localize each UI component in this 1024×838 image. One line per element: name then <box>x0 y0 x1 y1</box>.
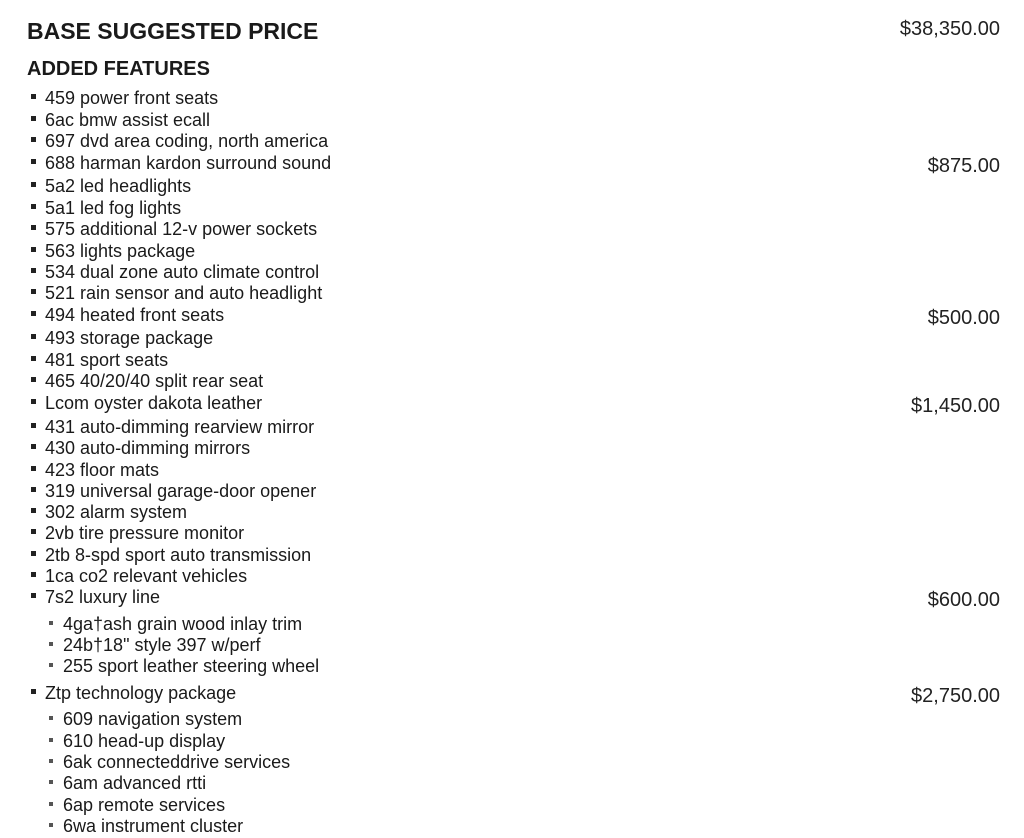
feature-label: 459 power front seats <box>45 88 219 108</box>
sub-feature-item <box>49 731 1000 753</box>
bullet-icon <box>31 247 36 252</box>
feature-item <box>31 305 1000 327</box>
feature-item <box>31 110 1000 132</box>
bullet-icon <box>31 487 36 492</box>
bullet-icon <box>31 572 36 577</box>
bullet-icon <box>31 508 36 513</box>
feature-price: $1,450.00 <box>911 395 1000 417</box>
feature-item <box>31 566 1000 588</box>
sub-feature-item <box>49 635 1000 657</box>
feature-item <box>31 131 1000 153</box>
bullet-icon <box>31 377 36 382</box>
feature-label: 6ac bmw assist ecall <box>45 110 211 130</box>
feature-item <box>31 438 1000 460</box>
feature-item <box>31 88 1000 110</box>
feature-label: 610 head-up display <box>63 731 226 751</box>
bullet-icon <box>31 529 36 534</box>
feature-label: 7s2 luxury line <box>45 587 161 607</box>
feature-label: 481 sport seats <box>45 350 169 370</box>
bullet-icon <box>31 182 36 187</box>
feature-label: 430 auto-dimming mirrors <box>45 438 251 458</box>
feature-label: 493 storage package <box>45 328 214 348</box>
feature-item <box>31 502 1000 524</box>
feature-label: 423 floor mats <box>45 460 160 480</box>
feature-label: 534 dual zone auto climate control <box>45 262 320 282</box>
bullet-icon <box>31 593 36 598</box>
bullet-icon <box>49 759 53 763</box>
bullet-icon <box>31 94 36 99</box>
sub-feature-item <box>49 656 1000 678</box>
feature-label: 302 alarm system <box>45 502 188 522</box>
feature-label: 575 additional 12-v power sockets <box>45 219 318 239</box>
feature-label: 319 universal garage-door opener <box>45 481 317 501</box>
feature-label: 255 sport leather steering wheel <box>63 656 320 676</box>
bullet-icon <box>31 116 36 121</box>
feature-price: $2,750.00 <box>911 685 1000 707</box>
feature-item <box>31 417 1000 439</box>
bullet-icon <box>31 466 36 471</box>
feature-item <box>31 350 1000 372</box>
base-price: $38,350.00 <box>899 18 1000 40</box>
feature-label: 6ak connecteddrive services <box>63 752 291 772</box>
feature-label: 494 heated front seats <box>45 305 225 325</box>
feature-label: 6am advanced rtti <box>63 773 207 793</box>
feature-price: $875.00 <box>927 155 1000 177</box>
bullet-icon <box>31 225 36 230</box>
feature-price: $500.00 <box>927 307 1000 329</box>
feature-item <box>31 393 1000 415</box>
sub-feature-item <box>49 752 1000 774</box>
feature-label: 4ga†ash grain wood inlay trim <box>63 614 303 634</box>
bullet-icon <box>31 159 36 164</box>
feature-label: 2vb tire pressure monitor <box>45 523 245 543</box>
bullet-icon <box>49 802 53 806</box>
feature-item <box>31 176 1000 198</box>
feature-label: 563 lights package <box>45 241 196 261</box>
feature-label: 6ap remote services <box>63 795 226 815</box>
feature-price: $600.00 <box>927 589 1000 611</box>
feature-item <box>31 683 1000 705</box>
feature-label: 465 40/20/40 split rear seat <box>45 371 264 391</box>
bullet-icon <box>31 311 36 316</box>
feature-label: 24b†18" style 397 w/perf <box>63 635 261 655</box>
bullet-icon <box>31 689 36 694</box>
feature-item <box>31 328 1000 350</box>
feature-label: 609 navigation system <box>63 709 243 729</box>
feature-label: 5a2 led headlights <box>45 176 192 196</box>
bullet-icon <box>31 204 36 209</box>
feature-item <box>31 198 1000 220</box>
feature-item <box>31 219 1000 241</box>
bullet-icon <box>49 823 53 827</box>
bullet-icon <box>49 621 53 625</box>
feature-label: 1ca co2 relevant vehicles <box>45 566 248 586</box>
feature-label: 688 harman kardon surround sound <box>45 153 332 173</box>
feature-label: Lcom oyster dakota leather <box>45 393 263 413</box>
sub-feature-item <box>49 816 1000 838</box>
feature-label: 697 dvd area coding, north america <box>45 131 329 151</box>
feature-label: 5a1 led fog lights <box>45 198 182 218</box>
sub-feature-item <box>49 795 1000 817</box>
bullet-icon <box>31 289 36 294</box>
feature-label: Ztp technology package <box>45 683 237 703</box>
feature-item <box>31 262 1000 284</box>
bullet-icon <box>31 423 36 428</box>
sub-feature-item <box>49 773 1000 795</box>
page-title: BASE SUGGESTED PRICE <box>27 18 319 44</box>
feature-item <box>31 241 1000 263</box>
feature-item <box>31 153 1000 175</box>
feature-label: 431 auto-dimming rearview mirror <box>45 417 315 437</box>
bullet-icon <box>31 334 36 339</box>
feature-item <box>31 460 1000 482</box>
bullet-icon <box>31 137 36 142</box>
bullet-icon <box>49 780 53 784</box>
bullet-icon <box>31 356 36 361</box>
section-title: ADDED FEATURES <box>27 58 210 80</box>
bullet-icon <box>31 551 36 556</box>
bullet-icon <box>49 642 53 646</box>
bullet-icon <box>31 399 36 404</box>
feature-item <box>31 523 1000 545</box>
bullet-icon <box>49 738 53 742</box>
feature-label: 2tb 8-spd sport auto transmission <box>45 545 312 565</box>
bullet-icon <box>31 268 36 273</box>
sub-feature-item <box>49 614 1000 636</box>
feature-label: 6wa instrument cluster <box>63 816 244 836</box>
feature-item <box>31 371 1000 393</box>
feature-item <box>31 283 1000 305</box>
bullet-icon <box>49 663 53 667</box>
feature-item <box>31 545 1000 567</box>
bullet-icon <box>49 716 53 720</box>
feature-label: 521 rain sensor and auto headlight <box>45 283 323 303</box>
bullet-icon <box>31 444 36 449</box>
feature-item <box>31 481 1000 503</box>
sub-feature-item <box>49 709 1000 731</box>
feature-item <box>31 587 1000 609</box>
